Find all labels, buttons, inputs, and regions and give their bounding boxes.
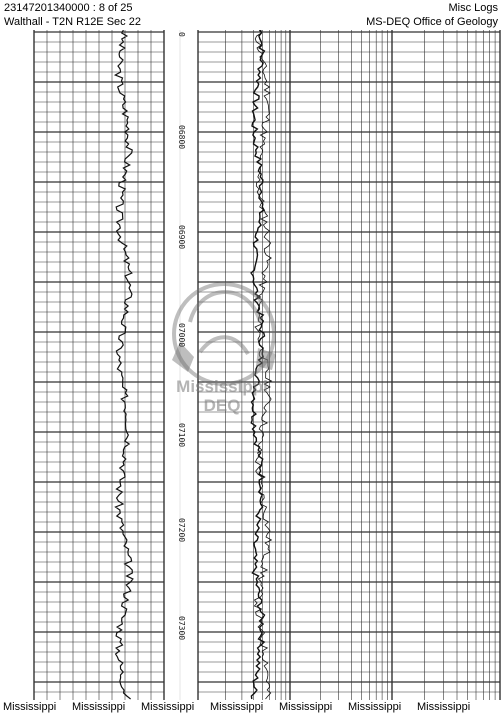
footer-strip — [0, 700, 504, 715]
track-1-grid — [34, 30, 180, 700]
depth-label: 07000 — [177, 323, 186, 348]
depth-label: 07100 — [177, 423, 186, 448]
footer-label: Mississippi — [210, 701, 264, 713]
depth-label: 0 — [177, 32, 186, 37]
footer-label: Mississippi — [72, 701, 126, 713]
log-type: Misc Logs — [448, 2, 498, 14]
footer-label: Mississippi — [3, 701, 57, 713]
footer-label: Mississippi — [279, 701, 333, 713]
footer-label: Mississippi — [141, 701, 195, 713]
watermark-line1: Mississippi — [176, 377, 268, 396]
footer-label: Mississippi — [417, 701, 471, 713]
footer-label: Mississippi — [348, 701, 402, 713]
depth-label: 06900 — [177, 225, 186, 250]
document-id: 23147201340000 : 8 of 25 — [4, 2, 133, 14]
depth-label: 07200 — [177, 518, 186, 543]
sp-curve — [115, 30, 133, 699]
depth-label: 07300 — [177, 616, 186, 641]
watermark-line2: DEQ — [203, 396, 241, 415]
well-location: Walthall - T2N R12E Sec 22 — [4, 16, 141, 28]
agency-name: MS-DEQ Office of Geology — [366, 16, 498, 28]
depth-label: 06800 — [177, 125, 186, 150]
